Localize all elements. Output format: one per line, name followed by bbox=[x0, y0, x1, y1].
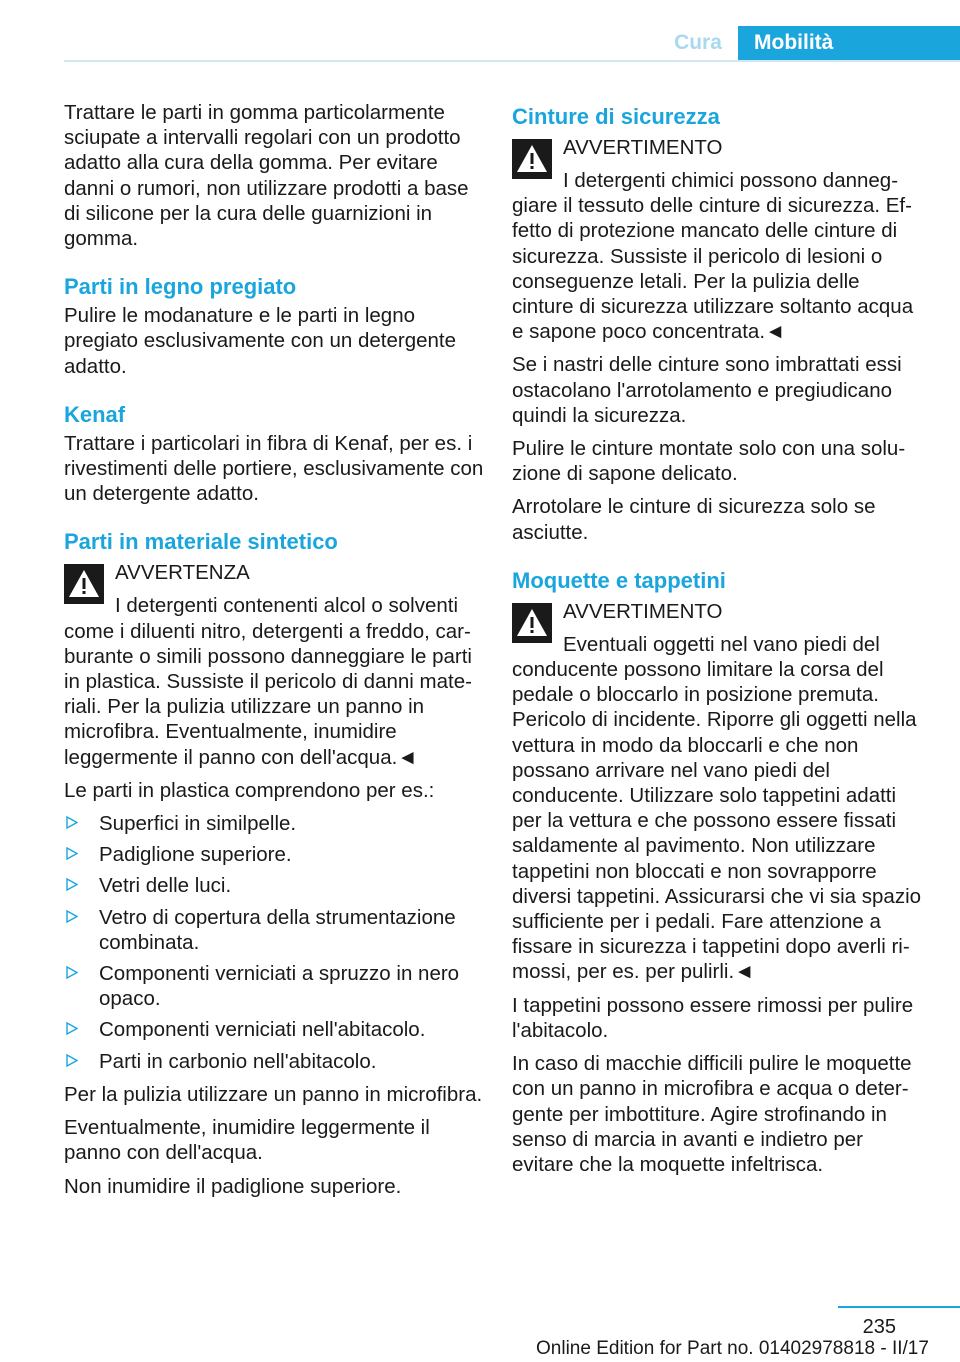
left-column bbox=[64, 100, 484, 1207]
list-item-text: Vetro di copertura della strumentazione combinata. bbox=[99, 905, 456, 954]
heading-legno: Parti in legno pregiato bbox=[64, 274, 297, 300]
plastic-parts-list bbox=[64, 811, 484, 1074]
cinture-paragraph-2: Pulire le cinture montate solo con una soluzione di sapone delicato. bbox=[512, 437, 906, 486]
cinture-paragraph-3: Arrotolare le cinture di sicurezza solo se asciutte. bbox=[512, 495, 876, 544]
warning-title: AVVERTENZA bbox=[115, 561, 250, 585]
tab-mobilita[interactable]: Mobilità bbox=[738, 26, 960, 60]
triangle-bullet-icon bbox=[66, 878, 78, 891]
after-list-paragraph-1: Per la pulizia utilizzare un panno in microfibra. bbox=[64, 1082, 483, 1106]
warning-block bbox=[512, 599, 924, 985]
list-item bbox=[64, 842, 484, 867]
right-column bbox=[512, 100, 924, 1185]
intro-paragraph: Trattare le parti in gomma particolarmente sciupate a intervalli regolari con un prodotto adatto alla cura della gomma. Per evitare danni o rumori, non utilizzare prodotti a base di silicone per la cura delle guarnizioni in gomma. bbox=[64, 101, 469, 251]
page-number: 235 bbox=[862, 1316, 896, 1338]
moquette-paragraph-2: In caso di macchie difficili pulire le moquette con un panno in microfibra e acqua o detergente per imbottiture. Agire strofinando in senso di marcia in avanti e indietro per evitare che la moquette infeltrisca. bbox=[512, 1052, 912, 1176]
list-item bbox=[64, 905, 484, 955]
warning-text: I detergenti contenenti alcol o solventi come i diluenti nitro, detergenti a freddo, carburante o simili possono danneggiare le parti in plastica. Sussiste il pericolo di danni materiali. Per la pulizia utilizzare un panno in microfibra. Eventualmente, inumidire leggermente il panno con dell'acqua.◄ bbox=[64, 594, 472, 769]
moquette-paragraph-1: I tappetini possono essere rimossi per pulire l'abitacolo. bbox=[512, 993, 914, 1042]
page-header bbox=[0, 0, 960, 62]
header-rule bbox=[64, 60, 960, 62]
triangle-bullet-icon bbox=[66, 816, 78, 829]
list-intro: Le parti in plastica comprendono per es.: bbox=[64, 778, 435, 802]
list-item-text: Parti in carbonio nell'abitacolo. bbox=[99, 1049, 377, 1073]
warning-triangle-icon bbox=[512, 603, 552, 643]
warning-triangle-icon bbox=[512, 139, 552, 179]
triangle-bullet-icon bbox=[66, 1022, 78, 1035]
list-item-text: Componenti verniciati a spruzzo in nero opaco. bbox=[99, 962, 460, 1011]
tab-cura[interactable]: Cura bbox=[674, 31, 722, 54]
warning-block bbox=[512, 136, 924, 344]
list-item bbox=[64, 811, 484, 836]
list-item bbox=[64, 961, 484, 1011]
list-item bbox=[64, 1017, 484, 1042]
after-list-paragraph-3: Non inumidire il padiglione superiore. bbox=[64, 1174, 402, 1198]
triangle-bullet-icon bbox=[66, 910, 78, 923]
warning-block bbox=[64, 561, 484, 769]
heading-sintetico: Parti in materiale sintetico bbox=[64, 529, 338, 555]
warning-text: I detergenti chimici possono danneggiare il tessuto delle cinture di sicurezza. Effetto di protezione mancato delle cinture di sicurezza. Sussiste il pericolo di lesioni o conseguenze letali. Per la pulizia delle cinture di sicurezza utilizzare soltanto acqua e sapone poco concentrata.◄ bbox=[512, 169, 914, 344]
legno-paragraph: Pulire le modanature e le parti in legno pregiato esclusivamente con un detergente adatto. bbox=[64, 304, 457, 378]
list-item-text: Componenti verniciati nell'abitacolo. bbox=[99, 1018, 426, 1042]
triangle-bullet-icon bbox=[66, 1054, 78, 1067]
kenaf-paragraph: Trattare i particolari in fibra di Kenaf, per es. i rivestimenti delle portiere, esclusivamente con un detergente adatto. bbox=[64, 431, 484, 506]
warning-text: Eventuali oggetti nel vano piedi del conducente possono limitare la corsa del pedale o bloccarlo in posizione premuta. Pericolo di incidente. Riporre gli oggetti nella vettura in modo da bloccarli e che non possano arrivare nel vano piedi del conducente. Utilizzare solo tappetini adatti per la vettura e che possono essere fissati saldamente al pavimento. Non utilizzare tappetini non bloccati e non sovrapporre diversi tappetini. Assicurarsi che vi sia spazio sufficiente per i pedali. Fare attenzione a fissare in sicurezza i tappetini dopo averli rimossi, per es. per pulirli.◄ bbox=[512, 632, 922, 984]
list-item bbox=[64, 873, 484, 898]
cinture-paragraph-1: Se i nastri delle cinture sono imbrattati essi ostacolano l'arrotolamento e pregiudicano quindi la sicurezza. bbox=[512, 353, 902, 427]
after-list-paragraph-2: Eventualmente, inumidire leggermente il panno con dell'acqua. bbox=[64, 1116, 430, 1165]
list-item-text: Padiglione superiore. bbox=[99, 843, 292, 867]
footer-rule bbox=[838, 1306, 960, 1308]
list-item-text: Vetri delle luci. bbox=[99, 874, 232, 898]
warning-title: AVVERTIMENTO bbox=[563, 599, 723, 623]
list-item bbox=[64, 1049, 484, 1074]
warning-triangle-icon bbox=[64, 564, 104, 604]
list-item-text: Superfici in similpelle. bbox=[99, 812, 297, 836]
heading-cinture: Cinture di sicurezza bbox=[512, 104, 720, 129]
triangle-bullet-icon bbox=[66, 847, 78, 860]
heading-kenaf: Kenaf bbox=[64, 401, 126, 427]
online-edition-note: Online Edition for Part no. 01402978818 - II/17 bbox=[536, 1338, 929, 1359]
heading-moquette: Moquette e tappetini bbox=[512, 567, 726, 593]
triangle-bullet-icon bbox=[66, 966, 78, 979]
warning-title: AVVERTIMENTO bbox=[563, 136, 723, 159]
